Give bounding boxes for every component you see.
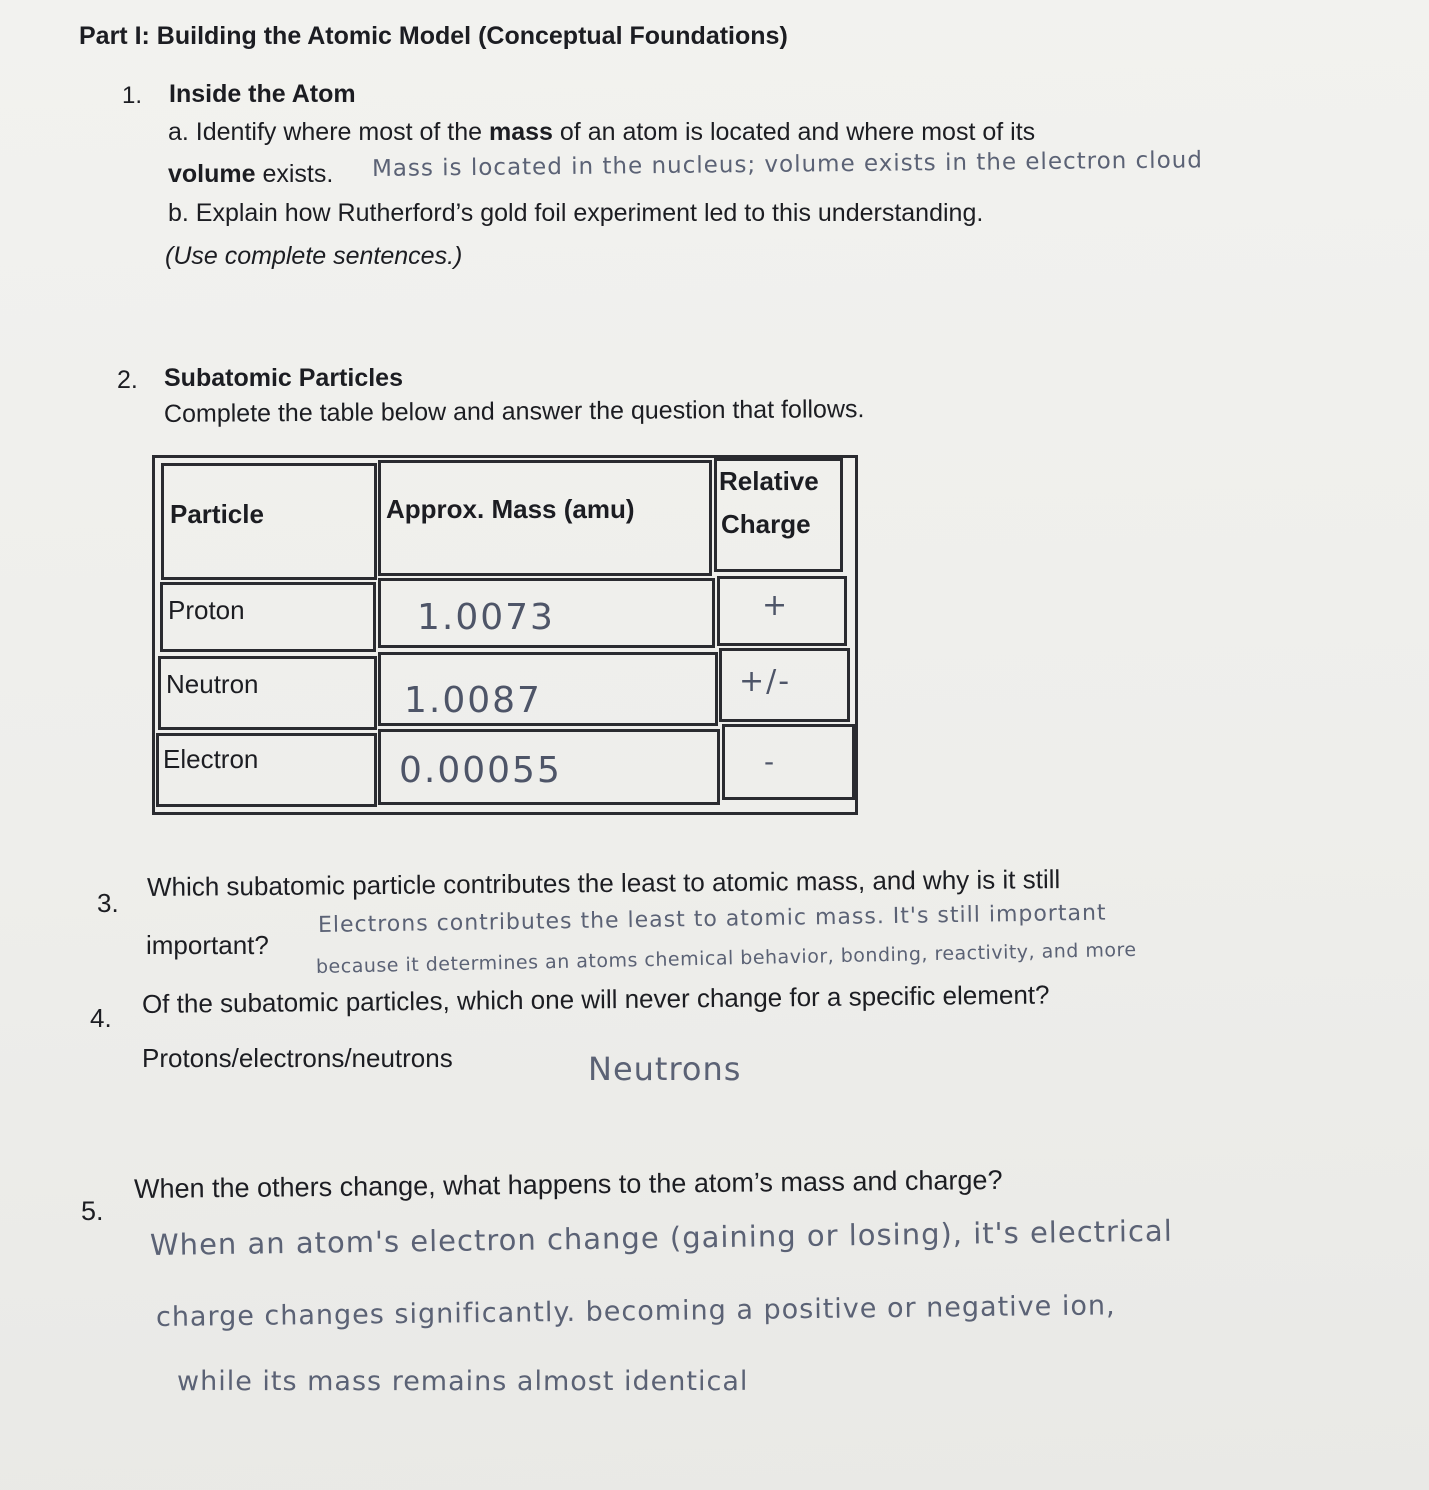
table-row-proton-particle: Proton [168,595,245,625]
q3-number: 3. [97,888,119,918]
q1a-answer: Mass is located in the nucleus; volume exists in the electron cloud [371,147,1204,182]
q5-answer-line2: charge changes significantly. becoming a positive or negative ion, [155,1290,1116,1333]
header-particle: Particle [170,499,264,529]
q4-number: 4. [90,1003,112,1033]
q1a-text-pre: a. Identify where most of the [168,118,489,146]
q1a-text-post: of an atom is located and where most of its [552,118,1036,146]
q5-number: 5. [81,1196,104,1226]
header-charge-line2: Charge [721,509,811,539]
q1a-line1 [168,118,1035,147]
q1-number: 1. [122,82,143,109]
header-charge-line1: Relative [719,466,819,496]
q1b-text: b. Explain how Rutherford’s gold foil experiment led to this understanding. [168,199,984,227]
q2-instructions: Complete the table below and answer the question that follows. [163,395,865,428]
q4-line1: Of the subatomic particles, which one will never change for a specific element? [141,979,1050,1019]
q3-line2: important? [146,930,269,960]
q4-answer: Neutrons [588,1050,742,1088]
q1a-mass-bold: mass [489,118,553,146]
q3-answer-line2: because it determines an atoms chemical behavior, bonding, reactivity, and more [315,938,1137,978]
table-row-electron-charge: - [764,745,777,778]
q5-line1: When the others change, what happens to the atom’s mass and charge? [133,1164,1003,1204]
header-mass: Approx. Mass (amu) [386,494,635,524]
table-row-electron-mass: 0.00055 [399,750,562,791]
part-title: Part I: Building the Atomic Model (Conceptual Foundations) [79,22,788,50]
table-row-proton-mass: 1.0073 [417,597,555,638]
q1-title: Inside the Atom [169,80,356,108]
q1a-exists-text: exists. [255,160,334,188]
q2-title: Subatomic Particles [164,364,403,392]
q1a-line2 [168,160,333,189]
q2-number: 2. [117,366,138,394]
table-row-proton-charge: + [762,588,790,623]
q1b-note: (Use complete sentences.) [165,242,463,270]
q5-answer-line1: When an atom's electron change (gaining or losing), it's electrical [149,1213,1173,1262]
table-row-neutron-mass: 1.0087 [404,680,542,721]
q1a-volume-bold: volume [168,160,256,188]
table-row-electron-particle: Electron [163,744,259,774]
q4-options: Protons/electrons/neutrons [142,1043,453,1073]
q3-line1: Which subatomic particle contributes the least to atomic mass, and why is it still [146,864,1061,902]
q3-answer-line1: Electrons contributes the least to atomic mass. It's still important [317,900,1107,938]
q5-answer-line3: while its mass remains almost identical [177,1366,749,1397]
table-row-neutron-charge: +/- [739,664,792,699]
table-row-neutron-particle: Neutron [166,669,259,699]
table-row-electron-charge-cell [722,724,855,800]
